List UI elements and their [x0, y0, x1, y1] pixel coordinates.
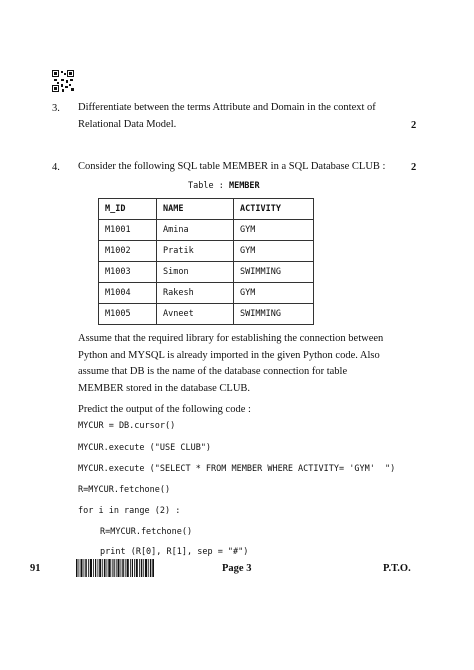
table-row: [99, 304, 314, 325]
member-table: [98, 198, 314, 325]
paragraph-line: Python and MYSQL is already imported in the given Python code. Also: [78, 349, 380, 361]
cell-activity: GYM: [234, 283, 314, 304]
cell-m-id: M1004: [99, 283, 157, 304]
question-3-number: 3.: [52, 103, 60, 114]
cell-m-id: M1002: [99, 241, 157, 262]
code-line: print (R[0], R[1], sep = "#"): [100, 547, 249, 557]
table-row: [99, 220, 314, 241]
paragraph-line: MEMBER stored in the database CLUB.: [78, 382, 251, 394]
question-3-line-2: Relational Data Model.: [78, 119, 177, 130]
cell-name: Avneet: [157, 304, 234, 325]
table-caption: [188, 181, 260, 191]
question-4-text: Consider the following SQL table MEMBER in a SQL Database CLUB :: [78, 161, 386, 172]
question-3-line-1: Differentiate between the terms Attribute and Domain in the context of: [78, 102, 376, 113]
cell-activity: SWIMMING: [234, 262, 314, 283]
cell-name: Simon: [157, 262, 234, 283]
cell-name: Rakesh: [157, 283, 234, 304]
predict-instruction: Predict the output of the following code :: [78, 404, 251, 415]
table-caption-prefix: Table :: [188, 181, 229, 191]
cell-name: Amina: [157, 220, 234, 241]
cell-activity: GYM: [234, 220, 314, 241]
cell-m-id: M1003: [99, 262, 157, 283]
column-header-m-id: M_ID: [99, 199, 157, 220]
question-4-number: 4.: [52, 162, 60, 173]
paragraph-line: assume that DB is the name of the database connection for table: [78, 366, 348, 377]
question-3-marks: 2: [411, 120, 417, 131]
table-row: [99, 241, 314, 262]
code-line: MYCUR.execute ("USE CLUB"): [78, 443, 212, 453]
question-4-marks: 2: [411, 162, 417, 173]
code-line: MYCUR = DB.cursor(): [78, 421, 176, 431]
code-line: for i in range (2) :: [78, 506, 181, 516]
cell-activity: SWIMMING: [234, 304, 314, 325]
page-number: Page 3: [222, 563, 252, 574]
assumption-paragraph: [78, 331, 420, 397]
barcode: [76, 559, 154, 577]
column-header-activity: ACTIVITY: [234, 199, 314, 220]
cell-name: Pratik: [157, 241, 234, 262]
table-row: [99, 283, 314, 304]
code-line: R=MYCUR.fetchone(): [78, 485, 171, 495]
table-caption-name: MEMBER: [228, 181, 260, 191]
question-3-text: [78, 99, 376, 133]
table-header-row: [99, 199, 314, 220]
code-line: R=MYCUR.fetchone(): [100, 527, 193, 537]
qr-code: [52, 70, 74, 92]
cell-m-id: M1001: [99, 220, 157, 241]
cell-activity: GYM: [234, 241, 314, 262]
paragraph-line: Assume that the required library for establishing the connection between: [78, 333, 384, 344]
code-line: MYCUR.execute ("SELECT * FROM MEMBER WHERE ACTIVITY= 'GYM' "): [78, 464, 396, 474]
please-turn-over: P.T.O.: [383, 563, 411, 574]
paper-code: 91: [30, 563, 41, 574]
cell-m-id: M1005: [99, 304, 157, 325]
table-row: [99, 262, 314, 283]
column-header-name: NAME: [157, 199, 234, 220]
